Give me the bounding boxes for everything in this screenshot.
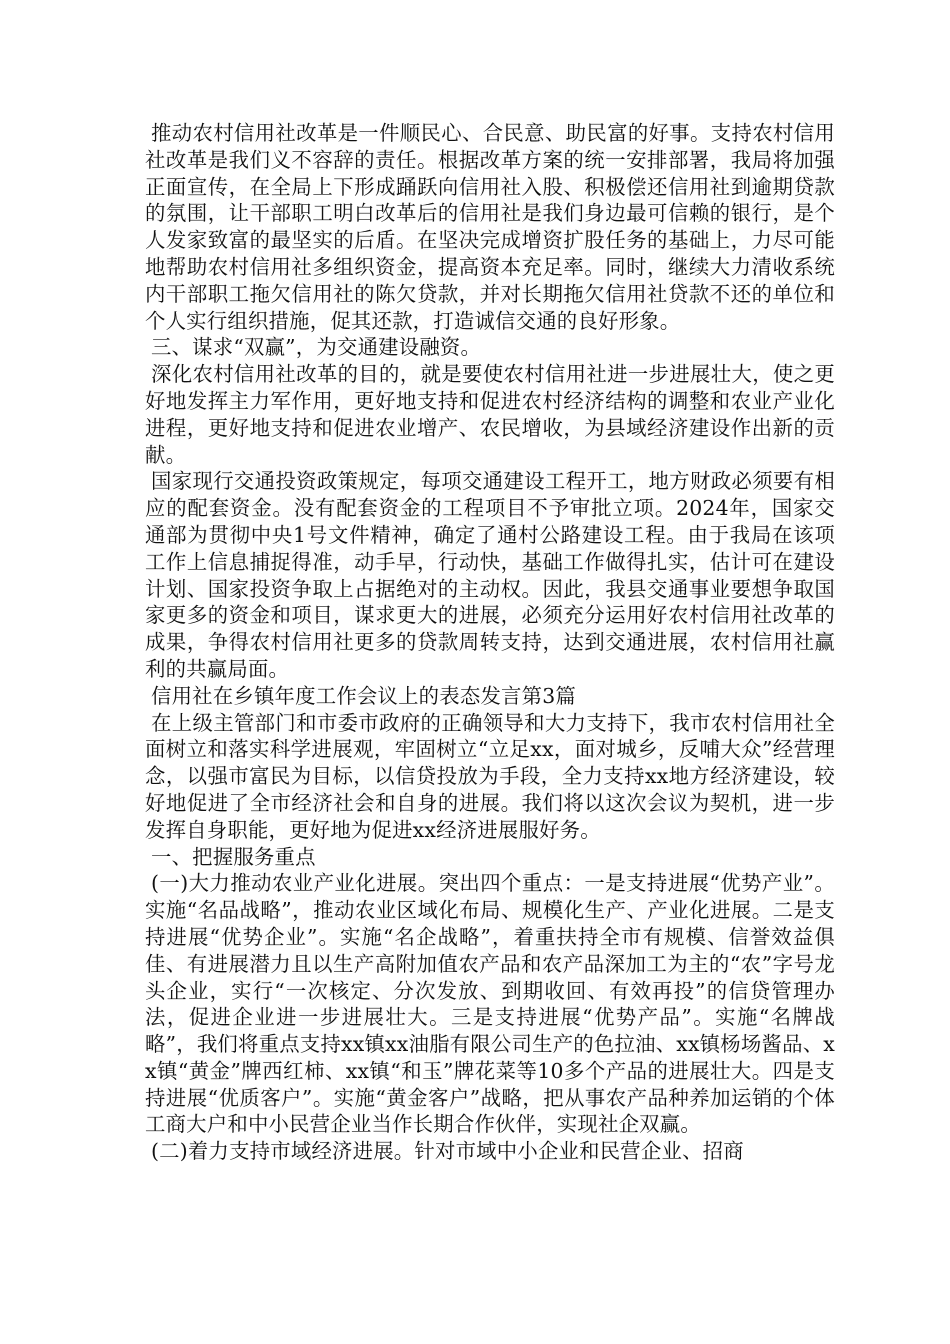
paragraph: 国家现行交通投资政策规定，每项交通建设工程开工，地方财政必须要有相应的配套资金。没有配套资金的工程项目不予审批立项。2024年，国家交通部为贯彻中央1号文件精神，确定了通村公路建设工程。由于我局在该项工作上信息捕捉得准，动手早，行动快，基础工作做得扎实，估计可在建设计划、国家投资争取上占据绝对的主动权。因此，我县交通事业要想争取国家更多的资金和项目，谋求更大的进展，必须充分运用好农村信用社改革的成果，争得农村信用社更多的贷款周转支持，达到交通进展，农村信用社赢利的共赢局面。 [145,469,835,681]
paragraph: 在上级主管部门和市委市政府的正确领导和大力支持下，我市农村信用社全面树立和落实科学进展观，牢固树立“立足xx，面对城乡，反哺大众”经营理念，以强市富民为目标，以信贷投放为手段，全力支持xx地方经济建设，较好地促进了全市经济社会和自身的进展。我们将以这次会议为契机，进一步发挥自身职能，更好地为促进xx经济进展服好务。 [145,710,835,842]
paragraph: 深化农村信用社改革的目的，就是要使农村信用社进一步进展壮大，使之更好地发挥主力军作用，更好地支持和促进农村经济结构的调整和农业产业化进程，更好地支持和促进农业增产、农民增收，为县域经济建设作出新的贡献。 [145,362,835,467]
paragraph: 推动农村信用社改革是一件顺民心、合民意、助民富的好事。支持农村信用社改革是我们义不容辞的责任。根据改革方案的统一安排部署，我局将加强正面宣传，在全局上下形成踊跃向信用社入股、积极偿还信用社到逾期贷款的氛围，让干部职工明白改革后的信用社是我们身边最可信赖的银行，是个人发家致富的最坚实的后盾。在坚决完成增资扩股任务的基础上，力尽可能地帮助农村信用社多组织资金，提高资本充足率。同时，继续大力清收系统内干部职工拖欠信用社的陈欠贷款，并对长期拖欠信用社贷款不还的单位和个人实行组织措施，促其还款，打造诚信交通的良好形象。 [145,121,835,333]
article-title: 信用社在乡镇年度工作会议上的表态发言第3篇 [151,683,576,708]
document-page [145,120,835,1165]
paragraph: (二)着力支持市域经济进展。针对市域中小企业和民营企业、招商 [151,1139,744,1164]
paragraph: (一)大力推动农业产业化进展。突出四个重点：一是支持进展“优势产业”。实施“名品战略”，推动农业区域化布局、规模化生产、产业化进展。二是支持进展“优势企业”。实施“名企战略”，着重扶持全市有规模、信誉效益俱佳、有进展潜力且以生产高附加值农产品和农产品深加工为主的“农”字号龙头企业，实行“一次核定、分次发放、到期收回、有效再投”的信贷管理办法，促进企业进一步进展壮大。三是支持进展“优势产品”。实施“名牌战略”，我们将重点支持xx镇xx油脂有限公司生产的色拉油、xx镇杨场酱品、xx镇“黄金”牌西红柿、xx镇“和玉”牌花菜等10多个产品的进展壮大。四是支持进展“优质客户”。实施“黄金客户”战略，把从事农产品种养加运销的个体工商大户和中小民营企业当作长期合作伙伴，实现社企双赢。 [145,871,835,1137]
section-heading: 三、谋求“双赢”，为交通建设融资。 [151,335,482,360]
section-heading: 一、把握服务重点 [151,844,316,869]
